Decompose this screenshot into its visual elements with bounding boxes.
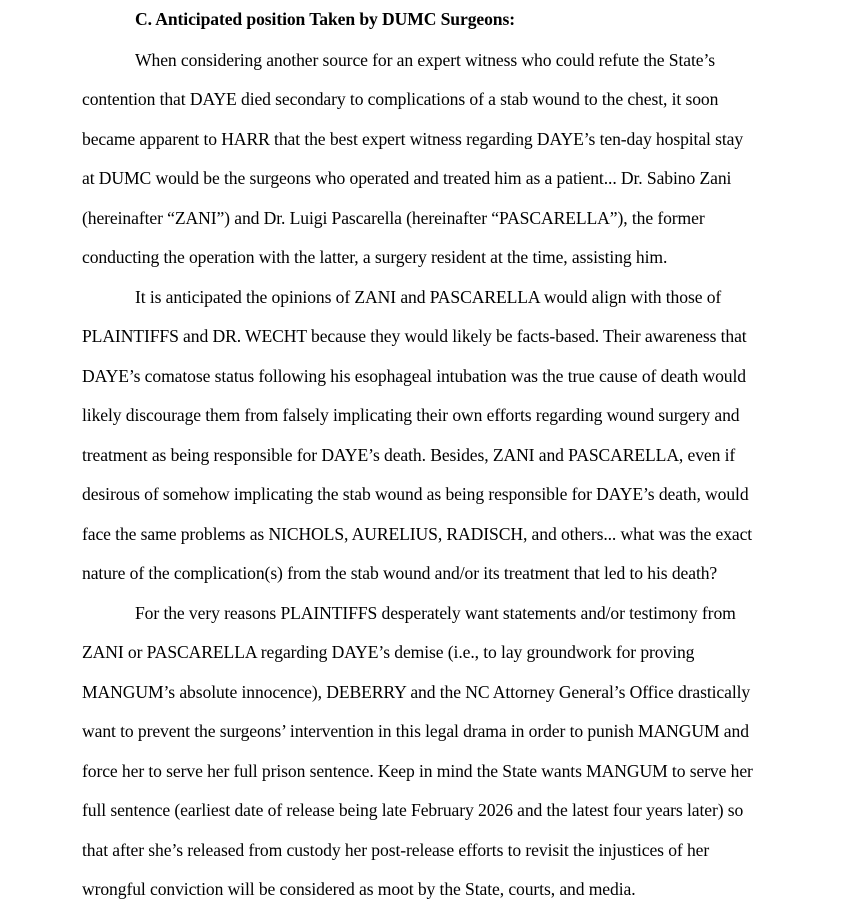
text-line: For the very reasons PLAINTIFFS desperately want statements and/or testimony from [135, 603, 736, 623]
text-line: at DUMC would be the surgeons who operated and treated him as a patient... Dr. Sabino Zani [82, 168, 732, 188]
text-line: When considering another source for an expert witness who could refute the State’s [135, 50, 716, 70]
text-line: desirous of somehow implicating the stab wound as being responsible for DAYE’s death, would [82, 484, 749, 504]
text-line: (hereinafter “ZANI”) and Dr. Luigi Pascarella (hereinafter “PASCARELLA”), the former [82, 208, 705, 228]
text-line: wrongful conviction will be considered as moot by the State, courts, and media. [82, 879, 636, 899]
text-line: that after she’s released from custody her post-release efforts to revisit the injustices of her [82, 840, 710, 860]
text-line: became apparent to HARR that the best expert witness regarding DAYE’s ten-day hospital stay [82, 129, 744, 149]
text-line: MANGUM’s absolute innocence), DEBERRY and the NC Attorney General’s Office drastically [82, 682, 751, 702]
text-line: It is anticipated the opinions of ZANI and PASCARELLA would align with those of [135, 287, 722, 307]
text-line: face the same problems as NICHOLS, AURELIUS, RADISCH, and others... what was the exact [82, 524, 753, 544]
text-line: treatment as being responsible for DAYE’s death. Besides, ZANI and PASCARELLA, even if [82, 445, 736, 465]
text-line: DAYE’s comatose status following his esophageal intubation was the true cause of death would [82, 366, 746, 386]
text-line: contention that DAYE died secondary to complications of a stab wound to the chest, it soon [82, 89, 719, 109]
text-line: force her to serve her full prison sentence. Keep in mind the State wants MANGUM to serve her [82, 761, 753, 781]
text-line: want to prevent the surgeons’ intervention in this legal drama in order to punish MANGUM and [82, 721, 749, 741]
text-line: full sentence (earliest date of release being late February 2026 and the latest four years later) so [82, 800, 744, 820]
text-line: conducting the operation with the latter, a surgery resident at the time, assisting him. [82, 247, 668, 267]
text-line: likely discourage them from falsely implicating their own efforts regarding wound surgery and [82, 405, 740, 425]
text-line: ZANI or PASCARELLA regarding DAYE’s demise (i.e., to lay groundwork for proving [82, 642, 695, 662]
text-line: nature of the complication(s) from the stab wound and/or its treatment that led to his death? [82, 563, 718, 583]
section-heading: C. Anticipated position Taken by DUMC Surgeons: [135, 9, 515, 29]
text-line: PLAINTIFFS and DR. WECHT because they would likely be facts-based. Their awareness that [82, 326, 747, 346]
